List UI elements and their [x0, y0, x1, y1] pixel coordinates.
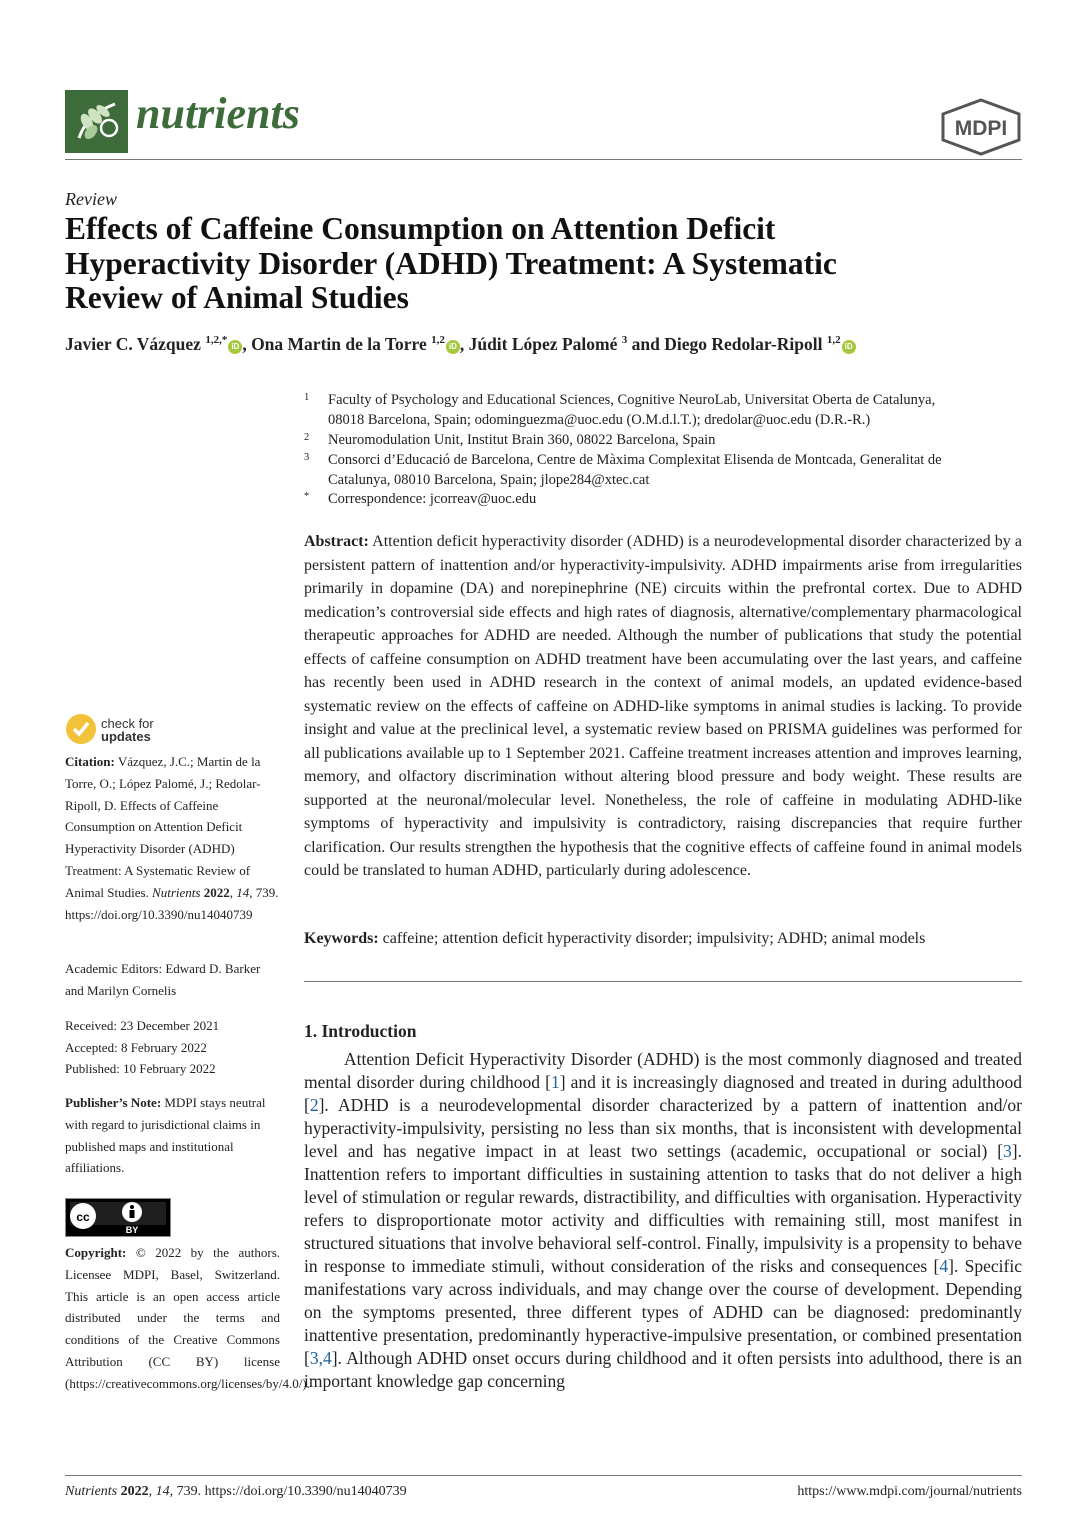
introduction-body [304, 1048, 1022, 1393]
author-affiliation-sup: 1,2 [431, 334, 445, 347]
journal-name: nutrients [136, 89, 300, 138]
author-separator: , [459, 334, 469, 354]
abstract-label: Abstract: [304, 533, 369, 550]
citation-doi[interactable]: 739. https://doi.org/10.3390/nu14040739 [65, 884, 279, 922]
cc-by-label: BY [125, 1225, 139, 1235]
body-text: ]. ADHD is a neurodevelopmental disorder characterized by a pattern of inattention and/or hyperactivity-impulsivity, persisting no less than six months, that is inconsistent with developmental level and has negative impact in at least two settings (academic, occupational or social) [ [304, 1095, 1022, 1161]
check-updates-line2: updates [101, 729, 151, 744]
title-line: Effects of Caffeine Consumption on Attention Deficit [65, 211, 776, 246]
affiliation-line: Consorci d’Educació de Barcelona, Centre de Màxima Complexitat Elisenda de Montcada, Generalitat de [328, 452, 942, 468]
title-line: Hyperactivity Disorder (ADHD) Treatment: A Systematic [65, 245, 837, 281]
author-list [65, 334, 856, 355]
mdpi-logo[interactable] [940, 98, 1022, 161]
reference-link[interactable]: 2 [309, 1095, 319, 1115]
article-type: Review [65, 189, 117, 209]
header-divider [65, 159, 1022, 160]
footer-divider [65, 1475, 1022, 1476]
affiliation-text [328, 490, 1028, 510]
reference-link[interactable]: 1 [550, 1072, 560, 1092]
author-separator: and [627, 334, 665, 354]
affiliation-number: 2 [304, 432, 310, 443]
affiliation-text [328, 391, 1028, 430]
article-title [65, 212, 995, 316]
affiliation-text [328, 451, 1028, 490]
section-divider [304, 981, 1022, 982]
title-line: Review of Animal Studies [65, 280, 409, 315]
publisher-note-label: Publisher’s Note: [65, 1095, 162, 1110]
copyright-label: Copyright: [65, 1245, 127, 1260]
author-affiliation-sup: 1,2,* [205, 334, 228, 347]
orcid-icon[interactable]: iD [228, 340, 242, 354]
keywords [304, 930, 1022, 948]
orcid-icon[interactable]: iD [446, 340, 460, 354]
citation-journal: Nutrients [152, 884, 201, 900]
affiliation-line: 08018 Barcelona, Spain; odominguezma@uoc.edu (O.M.d.l.T.); dredolar@uoc.edu (D.R.-R.) [328, 411, 871, 428]
reference-link[interactable]: 4 [939, 1256, 949, 1276]
body-text: ]. Although ADHD onset occurs during childhood and it often persists into adulthood, there is an important knowledge gap concerning [304, 1348, 1022, 1391]
citation-year: 2022 [203, 884, 230, 900]
author-affiliation-sup: 1,2 [826, 334, 841, 347]
publisher-note-text: MDPI stays neutral with regard to jurisdictional claims in published maps and institutional affiliations. [65, 1095, 266, 1176]
copyright [65, 1242, 310, 1395]
footer-journal-url[interactable]: https://www.mdpi.com/journal/nutrients [797, 1484, 1022, 1499]
affiliation-line: Faculty of Psychology and Educational Sciences, Cognitive NeuroLab, Universitat Oberta de Catalunya, [328, 392, 936, 408]
author-separator: , [242, 334, 252, 354]
copyright-text: © 2022 by the authors. Licensee MDPI, Basel, Switzerland. This article is an open access article distributed under the terms and conditions of the Creative Commons Attribution (CC BY) license (https://creativecommons.org/licenses/by/4.0/). [65, 1245, 310, 1391]
svg-text:cc: cc [76, 1210, 90, 1224]
orcid-icon[interactable]: iD [842, 340, 856, 354]
published-date: Published: 10 February 2022 [65, 1061, 216, 1076]
footer-journal: Nutrients [65, 1484, 118, 1499]
mdpi-logo-text: MDPI [954, 117, 1008, 140]
citation-volume: 14 [236, 884, 250, 900]
footer-doi[interactable]: 739. https://doi.org/10.3390/nu14040739 [176, 1484, 407, 1499]
journal-logo-icon [65, 90, 128, 153]
academic-editors: Academic Editors: Edward D. Barker and Marilyn Cornelis [65, 961, 261, 998]
body-text: ]. Specific manifestations vary across individuals, and may change over the course of development. Depending on the symptoms presented, three different types of ADHD can be diagnosed: predominantly inattentive presentation, predominantly hyperactive-impulsive presentation, or combined presentation [ [304, 1256, 1022, 1368]
body-text: Attention Deficit Hyperactivity Disorder (ADHD) is the most commonly diagnosed and treated mental disorder during childhood [ [304, 1049, 1022, 1092]
author-name: Diego Redolar-Ripoll [664, 334, 823, 354]
abstract [304, 530, 1022, 883]
footer-volume: 14 [155, 1484, 170, 1499]
author-name: Ona Martin de la Torre [251, 334, 427, 354]
cc-by-license-icon[interactable] [65, 1198, 171, 1237]
author-name: Júdit López Palomé [468, 334, 618, 354]
affiliation-line: Neuromodulation Unit, Institut Brain 360, 08022 Barcelona, Spain [328, 432, 716, 448]
reference-link[interactable]: 3,4 [309, 1348, 332, 1368]
publisher-note [65, 1092, 280, 1179]
author-name: Javier C. Vázquez [65, 334, 201, 354]
body-text: ]. Inattention refers to important difficulties in sustaining attention to tasks that do not deliver a high level of stimulation or regular rewards, distractibility, and difficulties with organisation. Hyperactivity refers to disproportionate motor activity and difficulties with remaining still, most manifest in structured situations that involve behavioral self-control. Finally, impulsivity is a propensity to behave in response to immediate stimuli, without consideration of the risks and consequences [ [304, 1141, 1022, 1276]
reference-link[interactable]: 3 [1003, 1141, 1012, 1161]
received-date: Received: 23 December 2021 [65, 1018, 220, 1033]
affiliation-text [328, 431, 1028, 451]
section-heading: 1. Introduction [304, 1021, 417, 1041]
accepted-date: Accepted: 8 February 2022 [65, 1040, 207, 1055]
author-affiliation-sup: 3 [621, 334, 628, 347]
check-updates-line1: check for [101, 716, 154, 731]
affiliation-line: Correspondence: jcorreav@uoc.edu [328, 491, 537, 507]
affiliation-number: 1 [304, 392, 310, 403]
body-text: ] and it is increasingly diagnosed and treated in during adulthood [ [304, 1072, 1023, 1115]
affiliation-number: 3 [304, 452, 310, 463]
affiliation-line: Catalunya, 08010 Barcelona, Spain; jlope284@xtec.cat [328, 471, 650, 488]
keywords-text: caffeine; attention deficit hyperactivity disorder; impulsivity; ADHD; animal models [382, 930, 926, 947]
check-for-updates-badge[interactable] [65, 712, 165, 751]
abstract-text: Attention deficit hyperactivity disorder (ADHD) is a neurodevelopmental disorder characterized by a persistent pattern of inattention and/or hyperactivity-impulsivity. ADHD impairments arise from irregularities primarily in dopamine (DA) and norepinephrine (NE) circuits within the prefrontal cortex. Due to ADHD medication’s controversial side effects and high rates of diagnosis, alternative/complementary pharmacological therapeutic approaches for ADHD are needed. Although the number of publications that study the potential effects of caffeine consumption on ADHD treatment have been accumulating over the last years, and caffeine has recently been used in ADHD research in the context of animal models, an updated evidence-based systematic review on the effects of caffeine on ADHD-like symptoms in animal studies is lacking. To provide insight and value at the preclinical level, a systematic review based on PRISMA guidelines was performed for all publications available up to 1 September 2021. Caffeine treatment increases attention and improves learning, memory, and olfactory discrimination without altering blood pressure and body weight. These results are supported at the neuronal/molecular level. Nonetheless, the role of caffeine in modulating ADHD-like symptoms of hyperactivity and impulsivity is contradictory, raising discrepancies that require further clarification. Our results strengthen the hypothesis that the cognitive effects of caffeine found in animal models could be translated to human ADHD, particularly during adolescence. [304, 533, 1023, 879]
footer-year: 2022 [120, 1484, 149, 1499]
citation: Citation: Vázquez, J.C.; Martin de la Torre, O.; López Palomé, J.; Redolar-Ripoll, D. Effects of Caffeine Consumption on Attention Deficit Hyperactivity Disorder (ADHD) Treatment: A Systematic Review of Animal Studies. Nutrients 2022, 14, 739. https://doi.org/10.3390/nu14040739 [65, 754, 279, 922]
footer-citation: Nutrients 2022, 14, 739. https://doi.org/10.3390/nu14040739 [65, 1484, 407, 1499]
affiliation-number: * [304, 491, 310, 502]
keywords-label: Keywords: [304, 930, 379, 947]
citation-label: Citation: [65, 754, 115, 769]
citation-text: Vázquez, J.C.; Martin de la Torre, O.; López Palomé, J.; Redolar-Ripoll, D. Effects of Caffeine Consumption on Attention Deficit Hyperactivity Disorder (ADHD) Treatment: A Systematic Review of Animal Studies. [65, 754, 261, 900]
